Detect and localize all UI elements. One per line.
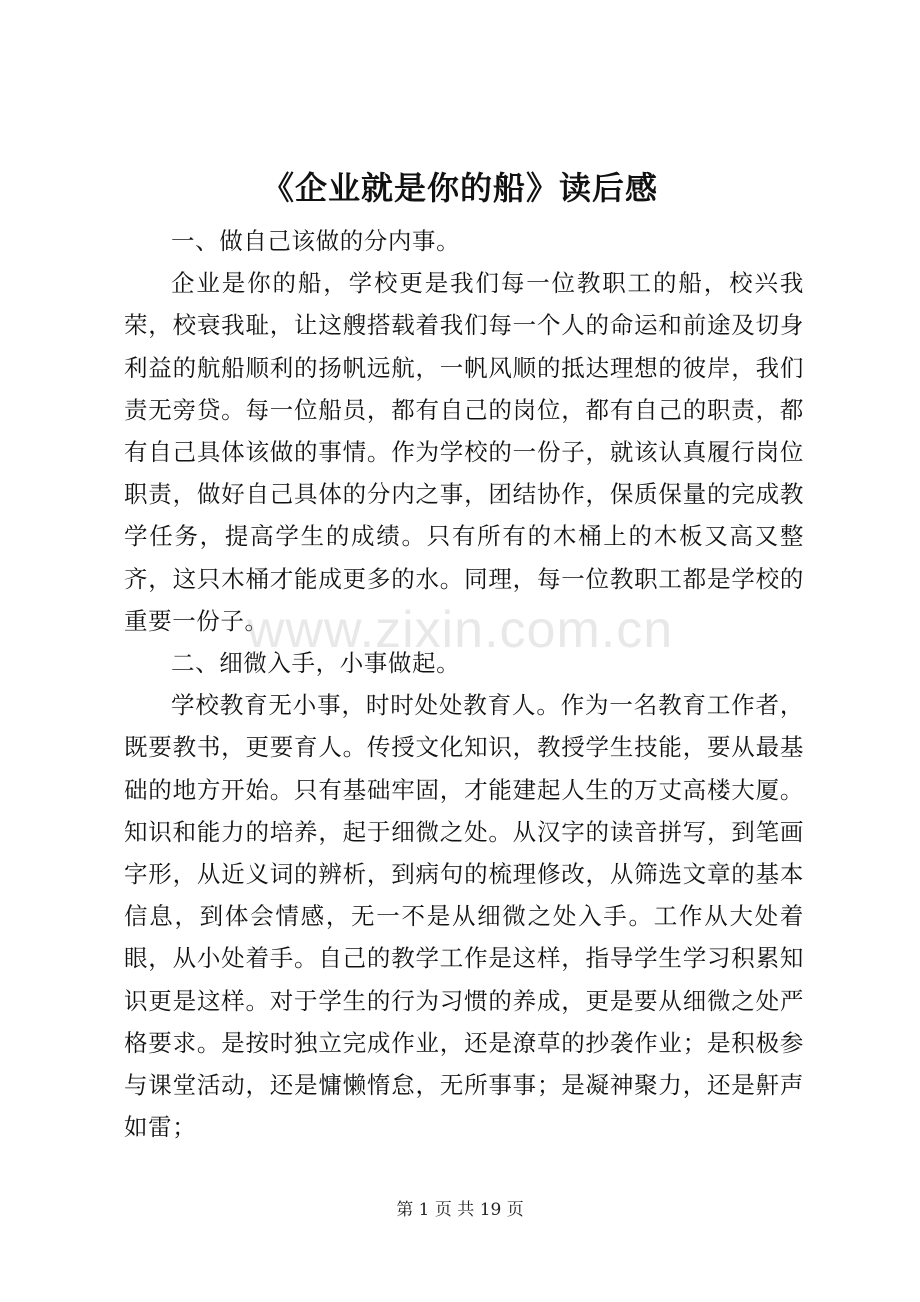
section-heading-2: 二、细微入手，小事做起。	[171, 649, 461, 678]
watermark: www.zixin.com.cn	[246, 601, 674, 659]
document-body	[124, 220, 804, 1148]
section-heading-1: 一、做自己该做的分内事。	[171, 227, 461, 255]
document-title: 《企业就是你的船》读后感	[261, 169, 658, 207]
body-paragraph-1: 企业是你的船，学校更是我们每一位教职工的船，校兴我荣，校衰我耻，让这艘搭载着我们每一个人的命运和前途及切身利益的航船顺利的扬帆远航，一帆风顺的抵达理想的彼岸，我们责无旁贷。每一位船员，都有自己的岗位，都有自己的职责，都有自己具体该做的事情。作为学校的一份子，就该认真履行岗位职责，做好自己具体的分内之事，团结协作，保质保量的完成教学任务，提高学生的成绩。只有所有的木桶上的木板又高又整齐，这只木桶才能成更多的水。同理，每一位教职工都是学校的重要一份子。	[124, 269, 804, 635]
body-paragraph-2: 学校教育无小事，时时处处教育人。作为一名教育工作者，既要教书，更要育人。传授文化知识，教授学生技能，要从最基础的地方开始。只有基础牢固，才能建起人生的万丈高楼大厦。知识和能力的培养，起于细微之处。从汉字的读音拼写，到笔画字形，从近义词的辨析，到病句的梳理修改，从筛选文章的基本信息，到体会情感，无一不是从细微之处入手。工作从大处着眼，从小处着手。自己的教学工作是这样，指导学生学习积累知识更是这样。对于学生的行为习惯的养成，更是要从细微之处严格要求。是按时独立完成作业，还是潦草的抄袭作业；是积极参与课堂活动，还是慵懒惰怠，无所事事；是凝神聚力，还是鼾声如雷；	[124, 691, 804, 1142]
page-footer: 第 1 页 共 19 页	[396, 1200, 524, 1220]
